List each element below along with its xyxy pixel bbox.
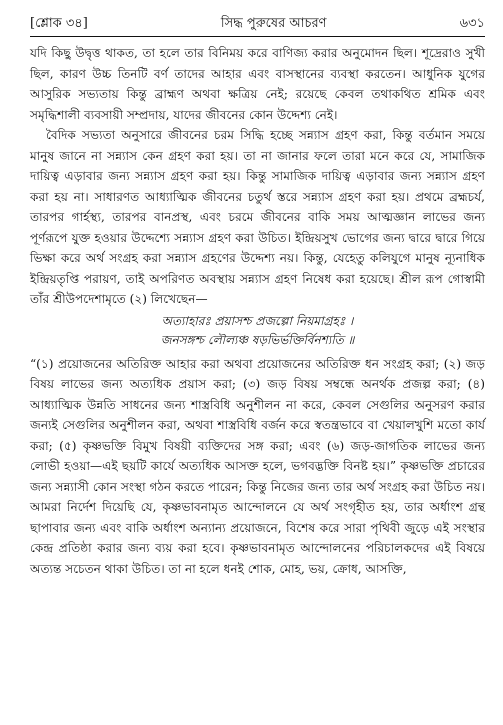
verse-line-1: অত্যাহারঃ প্রয়াসশ্চ প্রজল্পো নিয়মাগ্রহঃ ।	[161, 313, 354, 328]
header-rule	[30, 36, 485, 37]
translation-quote: “(১) প্রয়োজনের অতিরিক্ত আহার করা অথবা প্রয়োজনের অতিরিক্ত ধন সংগ্রহ করা; (২) জড় বিষয় লাভের জন্য অত্যধিক প্রয়াস করা; (৩) জড় বিষয় সম্বন্ধে অনর্থক প্রজল্প করা; (৪) আধ্যাত্মিক উন্নতি সাধনের জন্য শাস্ত্রবিধি অনুশীলন না করে, কেবল সেগুলির অনুসরণ করার জন্যই সেগুলির অনুশীলন করা, অথবা শাস্ত্রবিধি বর্জন করে স্বতন্ত্রভাবে বা খেয়ালখুশি মতো কার্য করা; (৫) কৃষ্ণভক্তি বিমুখ বিষয়ী ব্যক্তিদের সঙ্গ করা; এবং (৬) জড়-জাগতিক লাভের জন্য লোভী হওয়া—এই ছয়টি কার্যে অত্যধিক আসক্ত হলে, ভগবদ্ভক্তি বিনষ্ট হয়।” কৃষ্ণভক্তি প্রচারের জন্য সন্ন্যাসী কোন সংস্থা গঠন করতে পারেন; কিন্তু নিজের জন্য তার অর্থ সংগ্রহ করা উচিত নয়। আমরা নির্দেশ দিয়েছি যে, কৃষ্ণভাবনামৃত আন্দোলনে যে অর্থ সংগৃহীত হয়, তার অর্ধাংশ গ্রন্থ ছাপাবার জন্য এবং বাকি অর্ধাংশ অন্যান্য প্রয়োজনে, বিশেষ করে সারা পৃথিবী জুড়ে এই সংস্থার কেন্দ্র প্রতিষ্ঠা করার জন্য ব্যয় করা হবে। কৃষ্ণভাবনামৃত আন্দোলনের পরিচালকদের এই বিষয়ে অত্যন্ত সচেতন থাকা উচিত। তা না হলে ধনই শোক, মোহ, ভয়, ক্রোধ, আসক্তি,	[30, 356, 485, 576]
page-number: ৬৩১	[459, 16, 485, 31]
verse-line-2: জনসঙ্গশ্চ লৌল্যঞ্চ ষড়ভির্ভক্তির্বিনশ্যতি ॥	[160, 332, 355, 347]
page-header	[30, 14, 485, 32]
chapter-title: সিদ্ধ পুরুষের আচরণ	[220, 16, 327, 31]
verse-reference: [শ্লোক ৩৪]	[30, 16, 88, 31]
body-text	[30, 43, 485, 579]
sanskrit-verse	[30, 312, 485, 350]
paragraph-2: বৈদিক সভ্যতা অনুসারে জীবনের চরম সিদ্ধি হচ্ছে সন্ন্যাস গ্রহণ করা, কিন্তু বর্তমান সময়ে মানুষ জানে না সন্ন্যাস কেন গ্রহণ করা হয়। তা না জানার ফলে তারা মনে করে যে, সামাজিক দায়িত্ব এড়াবার জন্য সন্ন্যাস গ্রহণ করা হয়। কিন্তু সামাজিক দায়িত্ব এড়াবার জন্য সন্ন্যাস গ্রহণ করা হয় না। সাধারণত আধ্যাত্মিক জীবনের চতুর্থ স্তরে সন্ন্যাস গ্রহণ করা হয়। প্রথমে ব্রহ্মচর্য, তারপর গার্হস্থ্য, তারপর বানপ্রস্থ, এবং চরমে জীবনের বাকি সময় আত্মজ্ঞান লাভের জন্য পূর্ণরূপে যুক্ত হওয়ার উদ্দেশ্যে সন্ন্যাস গ্রহণ করা উচিত। ইন্দ্রিয়সুখ ভোগের জন্য দ্বারে দ্বারে গিয়ে ভিক্ষা করে অর্থ সংগ্রহ করা সন্ন্যাস গ্রহণের উদ্দেশ্য নয়। কিন্তু, যেহেতু কলিযুগে মানুষ ন্যূনাধিক ইন্দ্রিয়তৃপ্তি পরায়ণ, তাই অপরিণত অবস্থায় সন্ন্যাস গ্রহণ নিষেধ করা হয়েছে। শ্রীল রূপ গোস্বামী তাঁর শ্রীউপদেশামৃতে (২) লিখেছেন—	[30, 128, 485, 306]
paragraph-1: যদি কিছু উদ্বৃত্ত থাকত, তা হলে তার বিনিময় করে বাণিজ্য করার অনুমোদন ছিল। শূদ্রেরাও সুখী ছিল, কারণ উচ্চ তিনটি বর্ণ তাদের আহার এবং বাসস্থানের ব্যবস্থা করতেন। আধুনিক যুগের আসুরিক সভ্যতায় কিন্তু ব্রাহ্মণ অথবা ক্ষত্রিয় নেই; রয়েছে কেবল তথাকথিত শ্রমিক এবং সমৃদ্ধিশালী ব্যবসায়ী সম্প্রদায়, যাদের জীবনের কোন উদ্দেশ্য নেই।	[30, 46, 485, 122]
